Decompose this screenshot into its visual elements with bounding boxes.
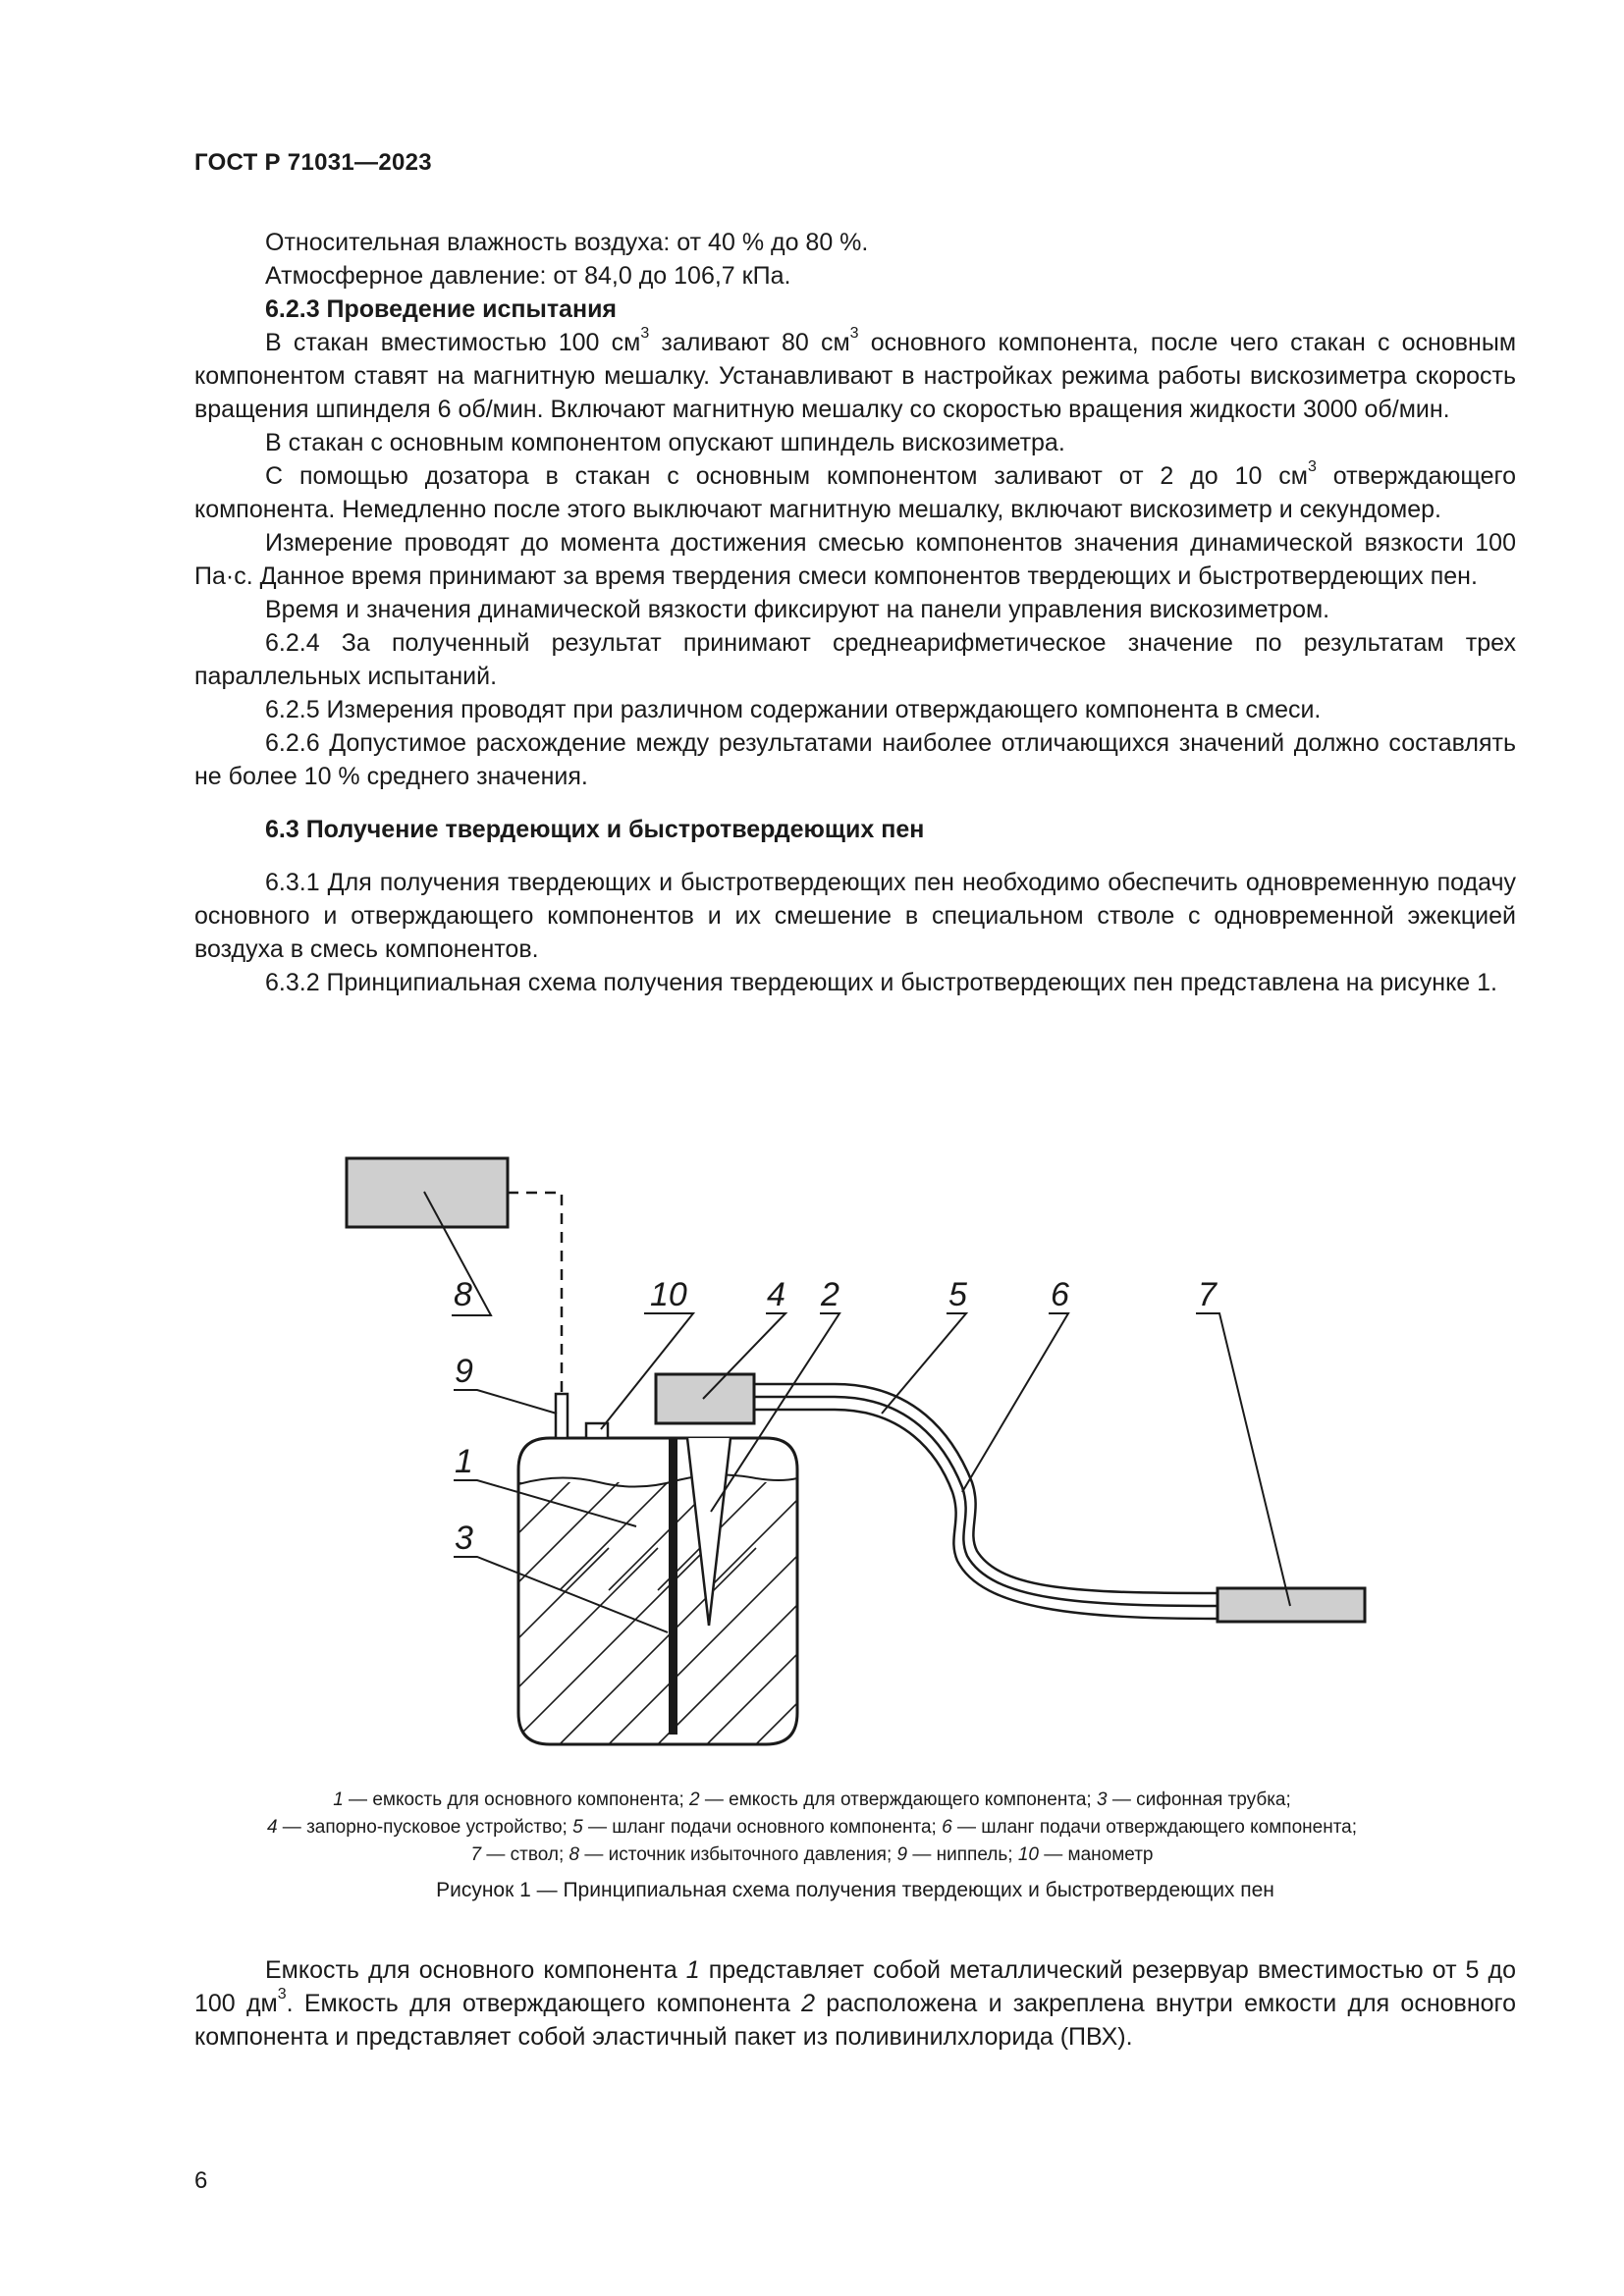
callout-9: 9 bbox=[455, 1353, 473, 1390]
callout-7: 7 bbox=[1198, 1276, 1217, 1313]
paragraph: В стакан вместимостью 100 $см^3$ заливают 80 $см^3$ основного компонента, после чего стакан с основным компонентом ставят на магнитную мешалку. Устанавливают в настройках режима работы вискозиметра скорость вращения шпинделя 6 об/мин. Включают магнитную мешалку со скоростью вращения жидкости 3000 об/мин. bbox=[194, 324, 1517, 423]
hardener-bag bbox=[687, 1438, 731, 1626]
page-number: 6 bbox=[194, 2167, 208, 2194]
figure-legend: 1 — емкость для основного компонента; 2 — емкость для отверждающего компонента; 3 — сифонная трубка; 4 — запорно-пусковое устройство; 5 — шланг подачи основного компонента; 6 — шланг подачи отверждающего компонента; 7 — ствол; 8 — источник избыточного давления; 9 — ниппель; 10 — манометр bbox=[266, 1789, 1358, 1865]
section-heading: 6.3 Получение твердеющих и быстротвердеющих пен bbox=[265, 816, 925, 843]
callout-5: 5 bbox=[948, 1276, 967, 1313]
callout-4: 4 bbox=[767, 1276, 785, 1313]
paragraph: 6.3.2 Принципиальная схема получения твердеющих и быстротвердеющих пен представлена на рисунке 1. bbox=[265, 969, 1497, 996]
bottom-text-block bbox=[194, 1953, 1516, 2054]
callout-3: 3 bbox=[455, 1520, 473, 1557]
nipple bbox=[556, 1394, 568, 1438]
callout-6: 6 bbox=[1051, 1276, 1069, 1313]
paragraph: Время и значения динамической вязкости фиксируют на панели управления вискозиметром. bbox=[265, 596, 1330, 623]
paragraph: 6.3.1 Для получения твердеющих и быстротвердеющих пен необходимо обеспечить одновременную подачу основного и отверждающего компонентов и их смешение в специальном стволе с одновременной эжекцией воздуха в смесь компонентов. bbox=[194, 869, 1516, 963]
figure-caption: Рисунок 1 — Принципиальная схема получения твердеющих и быстротвердеющих пен bbox=[436, 1879, 1274, 1901]
paragraph: С помощью дозатора в стакан с основным компонентом заливают от 2 до 10 $см^3$ отверждающего компонента. Немедленно после этого выключают магнитную мешалку, включают вискозиметр и секундомер. bbox=[194, 457, 1516, 523]
callout-2: 2 bbox=[821, 1276, 839, 1313]
paragraph: 6.2.5 Измерения проводят при различном содержании отверждающего компонента в смеси. bbox=[265, 696, 1322, 723]
pressure-dashed-line bbox=[508, 1193, 562, 1394]
paragraph: 6.2.6 Допустимое расхождение между результатами наиболее отличающихся значений должно составлять не более 10 % среднего значения. bbox=[194, 729, 1516, 790]
main-component-tank bbox=[412, 1433, 952, 1744]
paragraph: Атмосферное давление: от 84,0 до 106,7 кПа. bbox=[265, 262, 791, 290]
callout-10: 10 bbox=[650, 1276, 687, 1313]
foam-generation-diagram bbox=[0, 1139, 1624, 1777]
hoses bbox=[754, 1384, 1218, 1619]
paragraph: Емкость для основного компонента 1 представляет собой металлический резервуар вместимостью от 5 до 100 $дм^3$. Емкость для отверждающего компонента 2 расположена и закреплена внутри емкости для основного компонента и представляет собой эластичный пакет из поливинилхлорида (ПВХ). bbox=[194, 1956, 1516, 2051]
paragraph: 6.2.4 За полученный результат принимают среднеарифметическое значение по результатам трех параллельных испытаний. bbox=[194, 629, 1516, 690]
top-text-block bbox=[194, 226, 1516, 999]
callout-8: 8 bbox=[454, 1276, 472, 1313]
callout-1: 1 bbox=[455, 1443, 473, 1480]
paragraph: В стакан с основным компонентом опускают шпиндель вискозиметра. bbox=[265, 429, 1065, 456]
barrel bbox=[1218, 1588, 1365, 1622]
document-id: ГОСТ Р 71031—2023 bbox=[194, 149, 432, 176]
paragraph: Измерение проводят до момента достижения смесью компонентов значения динамической вязкости 100 Па·с. Данное время принимают за время твердения смеси компонентов твердеющих и быстротвердеющих пен. bbox=[194, 529, 1516, 590]
section-heading: 6.2.3 Проведение испытания bbox=[265, 295, 618, 323]
shutoff-device bbox=[656, 1374, 754, 1423]
pressure-source-box bbox=[347, 1158, 508, 1227]
paragraph: Относительная влажность воздуха: от 40 % до 80 %. bbox=[265, 229, 869, 256]
siphon-tube bbox=[669, 1438, 677, 1735]
